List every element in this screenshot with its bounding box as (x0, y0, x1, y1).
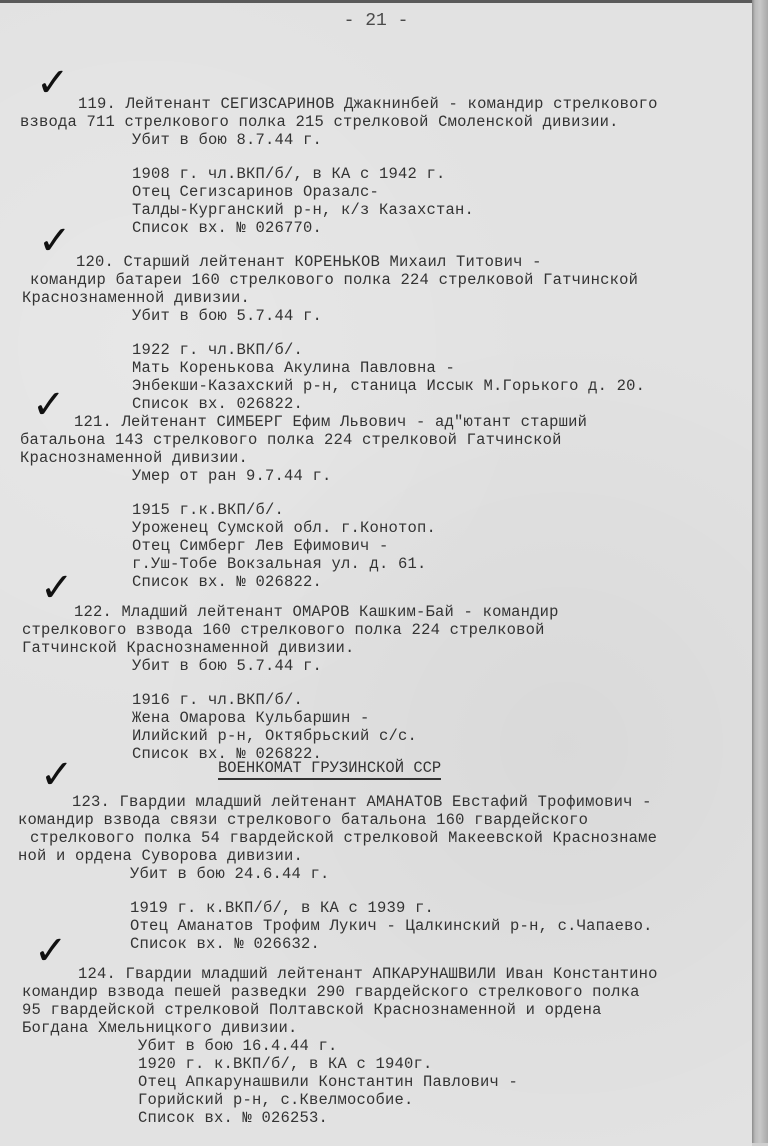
check-mark-icon: ✓ (40, 752, 74, 798)
page-number: - 21 - (343, 11, 409, 31)
entry-line: Список вх. № 026632. (130, 935, 321, 953)
entry-line: Отец Аманатов Трофим Лукич - Цалкинский р-н, с.Чапаево. (130, 917, 653, 935)
entry-line: Убит в бою 24.6.44 г. (130, 865, 330, 883)
entry-line: 1916 г. чл.ВКП/б/. (132, 691, 304, 709)
entry-line: Отец Симберг Лев Ефимович - (132, 537, 389, 555)
entry-line: 121. Лейтенант СИМБЕРГ Ефим Львович - ад"ютант старший (74, 413, 588, 431)
entry-line: Талды-Курганский р-н, к/з Казахстан. (132, 201, 475, 219)
entry-line: ной и ордена Суворова дивизии. (18, 847, 304, 865)
entry-line: Уроженец Сумской обл. г.Конотоп. (132, 519, 437, 537)
entry-line: командир батареи 160 стрелкового полка 224 стрелковой Гатчинской (30, 271, 639, 289)
entry-line: 95 гвардейской стрелковой Полтавской Краснознаменной и ордена (22, 1001, 602, 1019)
entry-line: 1922 г. чл.ВКП/б/. (132, 341, 304, 359)
entry-line: Гатчинской Краснознаменной дивизии. (22, 639, 355, 657)
check-mark-icon: ✓ (38, 218, 72, 264)
entry-line: Убит в бою 8.7.44 г. (132, 131, 323, 149)
entry-line: Отец Сегизсаринов Оразалс- (132, 183, 380, 201)
entry-line: Список вх. 026822. (132, 395, 304, 413)
section-heading: ВОЕНКОМАТ ГРУЗИНСКОЙ ССР (218, 759, 441, 780)
entry-line: 1919 г. к.ВКП/б/, в КА с 1939 г. (130, 899, 435, 917)
entry-line: Илийский р-н, Октябрьский с/с. (132, 727, 418, 745)
entry-line: стрелкового взвода 160 стрелкового полка 224 стрелковой (22, 621, 545, 639)
entry-line: Список вх. № 026253. (138, 1109, 329, 1127)
entry-line: Энбекши-Казахский р-н, станица Иссык М.Горького д. 20. (132, 377, 646, 395)
entry-line: Горийский р-н, с.Квелмособие. (138, 1091, 414, 1109)
entry-line: Богдана Хмельницкого дивизии. (22, 1019, 298, 1037)
entry-line: Умер от ран 9.7.44 г. (132, 467, 332, 485)
entry-line: 1908 г. чл.ВКП/б/, в КА с 1942 г. (132, 165, 446, 183)
entry-line: 1915 г.к.ВКП/б/. (132, 501, 285, 519)
entry-line: командир взвода связи стрелкового батальона 160 гвардейского (18, 811, 589, 829)
entry-line: взвода 711 стрелкового полка 215 стрелковой Смоленской дивизии. (20, 113, 619, 131)
entry-line: г.Уш-Тобе Вокзальная ул. д. 61. (132, 555, 427, 573)
check-mark-icon: ✓ (36, 60, 70, 106)
entry-line: Убит в бою 5.7.44 г. (132, 307, 323, 325)
entry-line: 120. Старший лейтенант КОРЕНЬКОВ Михаил Титович - (76, 253, 542, 271)
entry-line: командир взвода пешей разведки 290 гвардейского стрелкового полка (22, 983, 640, 1001)
entry-line: 123. Гвардии младший лейтенант АМАНАТОВ Евстафий Трофимович - (72, 793, 652, 811)
binding-edge (752, 0, 768, 1143)
entry-line: Краснознаменной дивизии. (22, 289, 251, 307)
check-mark-icon: ✓ (34, 928, 68, 974)
entry-line: батальона 143 стрелкового полка 224 стрелковой Гатчинской (20, 431, 562, 449)
entry-line: стрелкового полка 54 гвардейской стрелковой Макеевской Краснознаме (30, 829, 658, 847)
entry-line: Жена Омарова Кульбаршин - (132, 709, 370, 727)
entry-line: Список вх. № 026822. (132, 745, 323, 763)
entry-line: 124. Гвардии младший лейтенант АПКАРУНАШВИЛИ Иван Константино (78, 965, 658, 983)
entry-line: Краснознаменной дивизии. (20, 449, 249, 467)
entry-line: 1920 г. к.ВКП/б/, в КА с 1940г. (138, 1055, 433, 1073)
entry-line: Список вх. № 026822. (132, 573, 323, 591)
entry-line: Мать Коренькова Акулина Павловна - (132, 359, 456, 377)
entry-line: Убит в бою 16.4.44 г. (138, 1037, 338, 1055)
entry-line: Убит в бою 5.7.44 г. (132, 657, 323, 675)
entry-line: 119. Лейтенант СЕГИЗСАРИНОВ Джакнинбей - командир стрелкового (78, 95, 658, 113)
check-mark-icon: ✓ (32, 382, 66, 428)
entry-line: Список вх. № 026770. (132, 219, 323, 237)
entry-line: Отец Апкарунашвили Константин Павлович - (138, 1073, 519, 1091)
entry-line: 122. Младший лейтенант ОМАРОВ Кашким-Бай - командир (74, 603, 559, 621)
check-mark-icon: ✓ (40, 565, 74, 611)
